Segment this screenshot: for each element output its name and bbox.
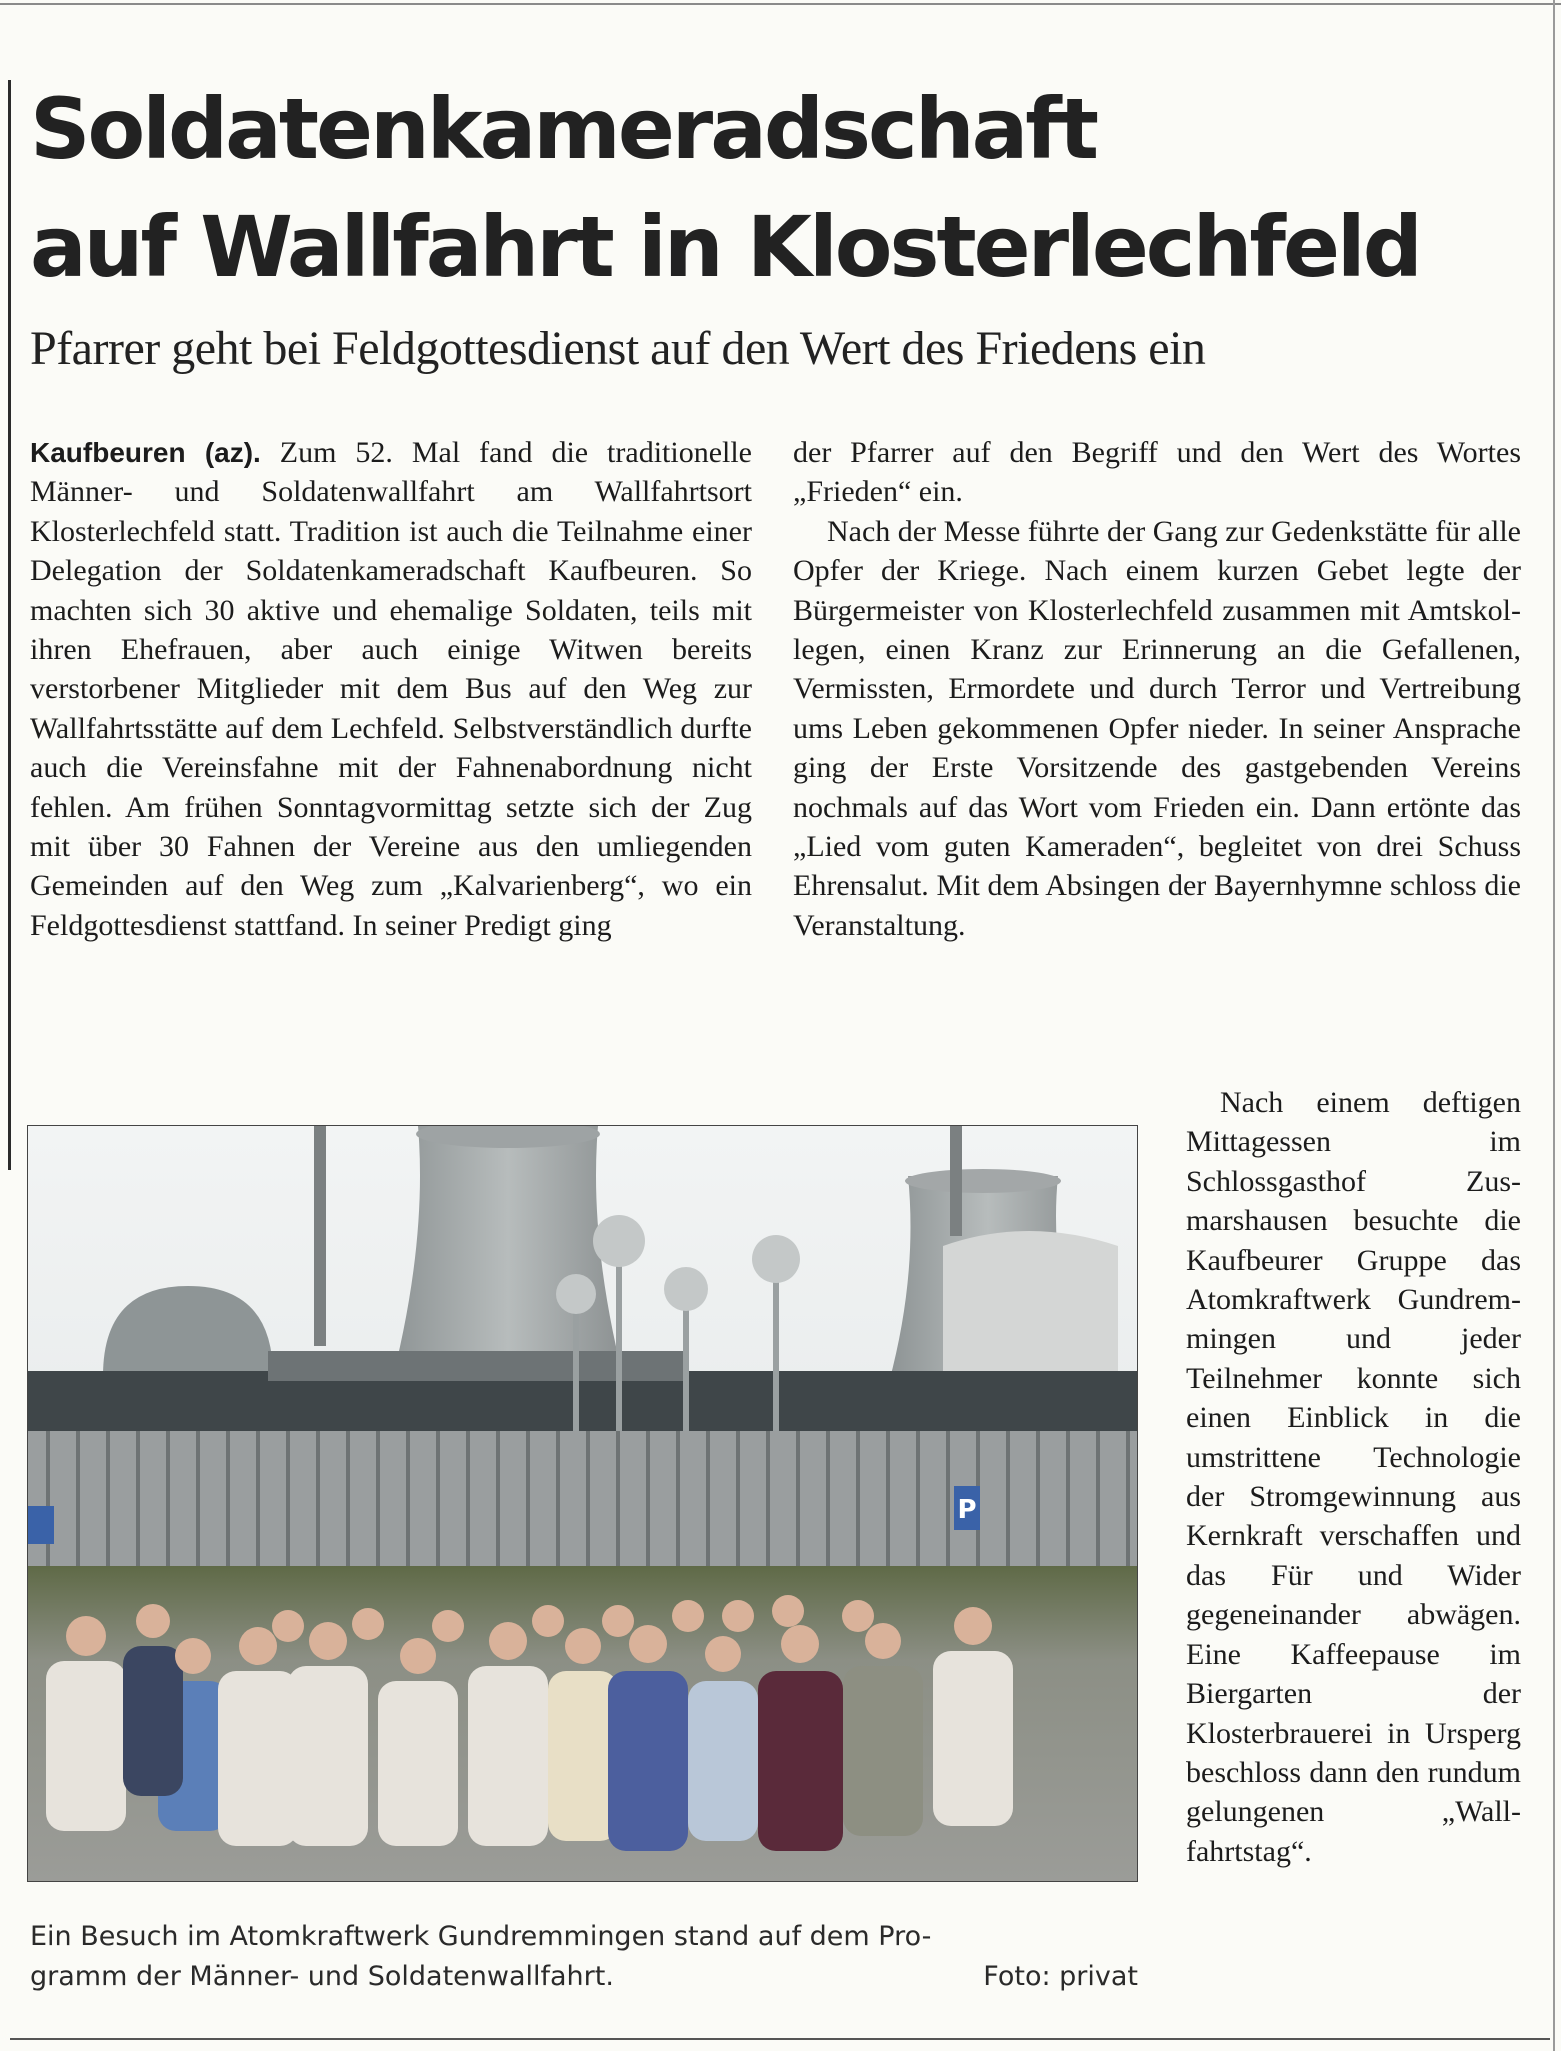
plant-roof — [268, 1351, 688, 1381]
cooling-tower-right-rim — [905, 1169, 1061, 1193]
parking-sign-icon — [28, 1506, 54, 1544]
caption-line-2: gramm der Männer- und Soldatenwallfahrt. — [30, 1961, 614, 1992]
parking-sign-letter: P — [957, 1495, 977, 1525]
article-column-2 — [793, 433, 1521, 945]
article-column-1 — [30, 433, 752, 945]
headline-line-1: Soldatenkameradschaft — [30, 80, 1096, 178]
photo-illustration — [28, 1126, 1137, 1881]
paragraph: Nach der Messe führte der Gang zur Gedenkstätte für alle Opfer der Kriege. Nach einem kurzen Gebet legte der Bürgermeister von Klosterlechfeld zusammen mit Amtskollegen, einen Kranz zur Erinnerung an die Gefallenen, Vermissten, Ermordete und durch Terror und Vertreibung ums Leben gekommenen Opfer nieder. In seiner Ansprache ging der Erste Vorsitzende des gastgebenden Vereins nochmals auf das Wort vom Frieden ein. Dann ertönte das „Lied vom guten Kameraden“, begleitet von drei Schuss Ehrensalut. Mit dem Absingen der Bayernhymne schloss die Veranstaltung. — [793, 514, 1521, 942]
photo-credit: Foto: privat — [983, 1961, 1138, 1992]
headline-line-2: auf Wallfahrt in Klosterlechfeld — [30, 198, 1420, 296]
top-rule — [0, 3, 1561, 5]
paragraph: Nach einem deftigen Mittagessen im Schlossgasthof Zusmarshausen besuchte die Kaufbeurer Gruppe das Atomkraftwerk Gundremmingen und jeder Teilnehmer konnte sich einen Einblick in die umstrittene Technologie der Stromgewinnung aus Kernkraft verschaffen und das Für und Wider gegeneinander abwägen. Eine Kaffeepause im Biergarten der Klosterbrauerei in Ursperg beschloss dann den rundum gelungenen „Wallfahrtstag“. — [1186, 1086, 1521, 1868]
right-edge-rule — [1553, 0, 1555, 2051]
headline — [30, 70, 1530, 306]
paragraph: der Pfarrer auf den Begriff und den Wert des Wortes „Frieden“ ein. — [793, 436, 1521, 509]
subheadline: Pfarrer geht bei Feldgottesdienst auf den Wert des Friedens ein — [30, 322, 1206, 375]
photo-caption — [30, 1917, 1138, 1997]
group-photo — [27, 1125, 1138, 1882]
paragraph — [30, 433, 752, 945]
chimney — [314, 1126, 326, 1346]
left-column-rule — [8, 80, 11, 1170]
caption-line-2-row — [30, 1957, 1138, 1997]
paragraph-text: Zum 52. Mal fand die traditionelle Männer- und Soldatenwallfahrt am Wallfahrtsort Klosterlechfeld statt. Tradition ist auch die Teilnahme einer Delegation der Soldatenkameradschaft Kaufbeuren. So machten sich 30 aktive und ehemalige Soldaten, teils mit ihren Ehefrauen, aber auch einige Witwen bereits verstorbener Mitglieder mit dem Bus auf den Weg zur Wallfahrtsstätte auf dem Lechfeld. Selbstverständlich durfte auch die Vereinsfahne mit der Fahnenabordnung nicht fehlen. Am frühen Sonntagvormittag setzte sich der Zug mit über 30 Fahnen der Vereine aus den umliegenden Gemeinden auf den Weg zum „Kalvarienberg“, wo ein Feldgottesdienst stattfand. In seiner Predigt ging — [30, 436, 753, 942]
chimney — [950, 1126, 962, 1236]
caption-line-1: Ein Besuch im Atomkraftwerk Gundremmingen stand auf dem Pro- — [30, 1921, 932, 1952]
bottom-rule — [10, 2038, 1550, 2040]
article-column-3 — [1186, 1083, 1521, 1871]
dateline: Kaufbeuren (az). — [30, 437, 261, 468]
